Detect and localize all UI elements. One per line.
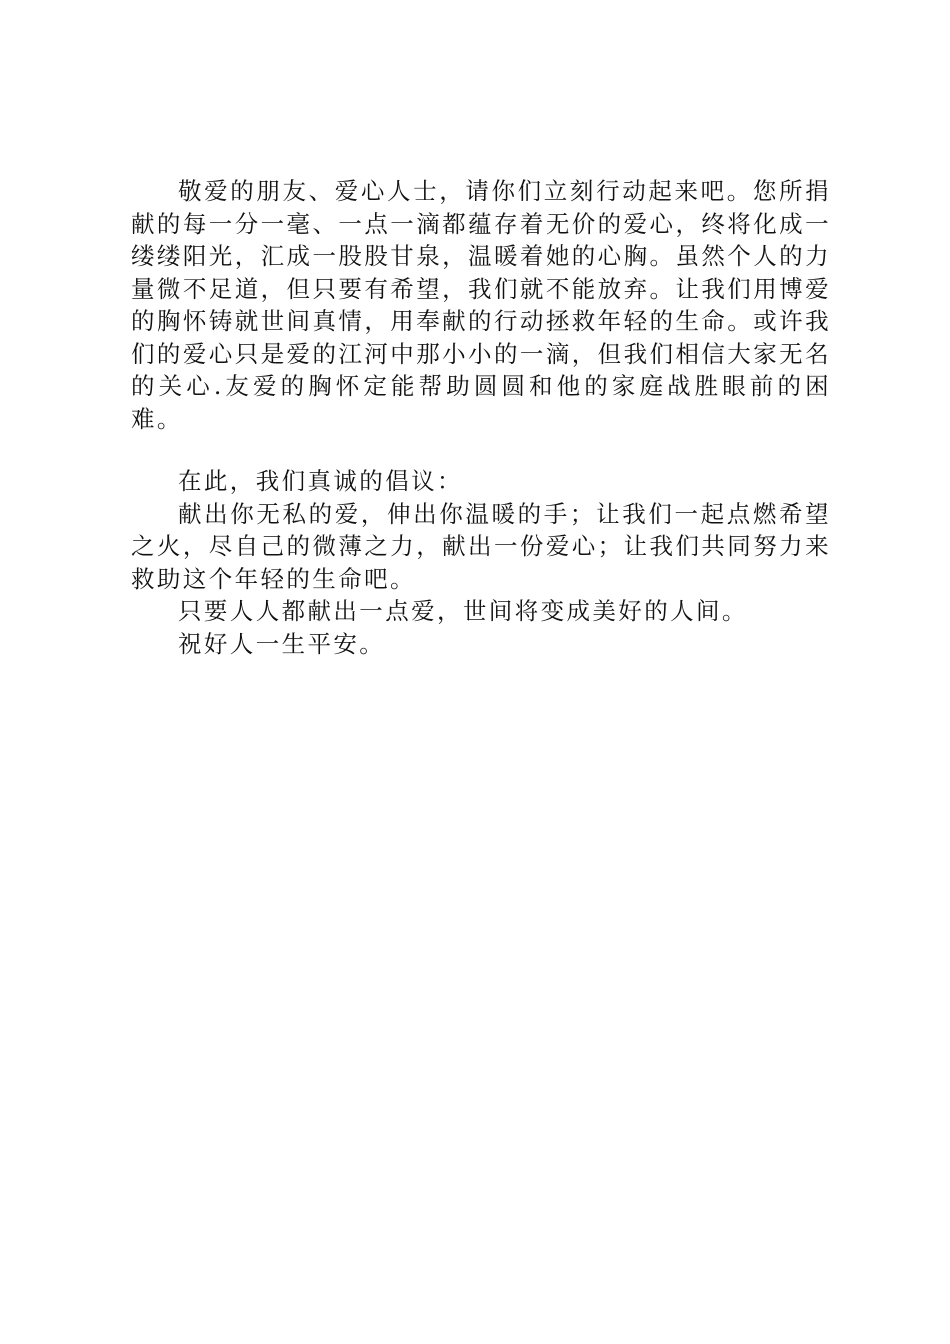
closing-line: 只要人人都献出一点爱，世间将变成美好的人间。: [178, 597, 748, 625]
document-body: [131, 175, 831, 660]
blessing-line: 祝好人一生平安。: [178, 629, 386, 658]
proposal-paragraph: 献出你无私的爱，伸出你温暖的手；让我们一起点燃希望之火，尽自己的微薄之力，献出一份爱心；让我们共同努力来救助这个年轻的生命吧。: [131, 499, 831, 593]
paragraph-gap: [131, 435, 831, 465]
proposal-intro: 在此，我们真诚的倡议：: [178, 467, 463, 495]
appeal-paragraph: 敬爱的朋友、爱心人士，请你们立刻行动起来吧。您所捐献的每一分一毫、一点一滴都蕴存着无价的爱心，终将化成一缕缕阳光，汇成一股股甘泉，温暖着她的心胸。虽然个人的力量微不足道，但只要有希望，我们就不能放弃。让我们用博爱的胸怀铸就世间真情，用奉献的行动拯救年轻的生命。或许我们的爱心只是爱的江河中那小小的一滴，但我们相信大家无名的关心.友爱的胸怀定能帮助圆圆和他的家庭战胜眼前的困难。: [131, 177, 831, 433]
